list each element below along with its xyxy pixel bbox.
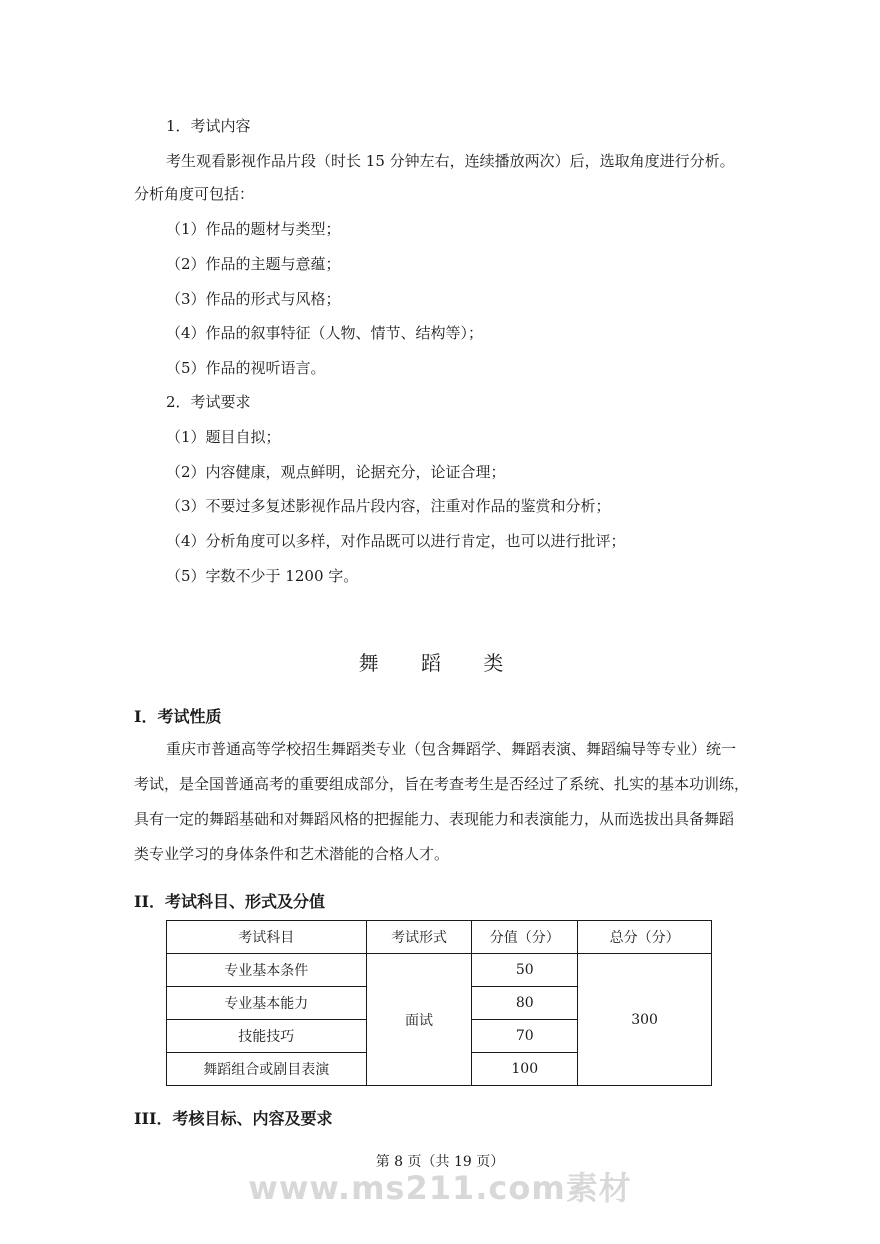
header-form: 考试形式 bbox=[366, 921, 472, 954]
section2-item: （1）题目自拟； bbox=[166, 428, 281, 446]
section1-item: （2）作品的主题与意蕴； bbox=[166, 255, 341, 273]
nature-heading: I．考试性质 bbox=[134, 707, 222, 726]
nature-paragraph-line: 重庆市普通高等学校招生舞蹈类专业（包含舞蹈学、舞蹈表演、舞蹈编导等专业）统一 bbox=[166, 740, 737, 758]
section1-item: （4）作品的叙事特征（人物、情节、结构等）； bbox=[166, 324, 484, 342]
total-cell: 300 bbox=[578, 954, 712, 1086]
header-total: 总分（分） bbox=[578, 921, 712, 954]
score-cell: 80 bbox=[472, 987, 578, 1020]
section1-item: （5）作品的视听语言。 bbox=[166, 359, 326, 377]
section2-heading: 2．考试要求 bbox=[166, 393, 251, 411]
section2-item: （4）分析角度可以多样，对作品既可以进行肯定，也可以进行批评； bbox=[166, 532, 626, 550]
nature-paragraph-line: 考试，是全国普通高考的重要组成部分，旨在考查考生是否经过了系统、扎实的基本功训练， bbox=[134, 775, 750, 793]
score-cell: 70 bbox=[472, 1020, 578, 1053]
section1-heading: 1．考试内容 bbox=[166, 117, 251, 135]
section2-item: （2）内容健康，观点鲜明，论据充分，论证合理； bbox=[166, 463, 506, 481]
score-cell: 50 bbox=[472, 954, 578, 987]
score-cell: 100 bbox=[472, 1053, 578, 1086]
subject-cell: 舞蹈组合或剧目表演 bbox=[167, 1053, 367, 1086]
section1-item: （1）作品的题材与类型； bbox=[166, 220, 341, 238]
header-subject: 考试科目 bbox=[167, 921, 367, 954]
exam-subjects-table bbox=[166, 920, 712, 1086]
section1-item: （3）作品的形式与风格； bbox=[166, 290, 341, 308]
section1-intro-line2: 分析角度可包括： bbox=[134, 185, 255, 203]
section2-item: （5）字数不少于 1200 字。 bbox=[166, 567, 359, 585]
goals-heading: III．考核目标、内容及要求 bbox=[134, 1109, 333, 1128]
table-header-row bbox=[167, 921, 712, 954]
subject-cell: 专业基本条件 bbox=[167, 954, 367, 987]
section1-intro-line1: 考生观看影视作品片段（时长 15 分钟左右，连续播放两次）后，选取角度进行分析。 bbox=[166, 152, 735, 170]
form-cell: 面试 bbox=[366, 954, 472, 1086]
dance-section-title: 舞 蹈 类 bbox=[358, 651, 522, 675]
section2-item: （3）不要过多复述影视作品片段内容，注重对作品的鉴赏和分析； bbox=[166, 497, 611, 515]
page-footer: 第 8 页（共 19 页） bbox=[375, 1154, 505, 1170]
subjects-heading: II．考试科目、形式及分值 bbox=[134, 892, 325, 911]
watermark: www.ms211.com素材 bbox=[248, 1169, 632, 1207]
header-score: 分值（分） bbox=[472, 921, 578, 954]
nature-paragraph-line: 具有一定的舞蹈基础和对舞蹈风格的把握能力、表现能力和表演能力，从而选拔出具备舞蹈 bbox=[134, 810, 735, 828]
subject-cell: 专业基本能力 bbox=[167, 987, 367, 1020]
subject-cell: 技能技巧 bbox=[167, 1020, 367, 1053]
nature-paragraph-line: 类专业学习的身体条件和艺术潜能的合格人才。 bbox=[134, 845, 450, 863]
table-row bbox=[167, 954, 712, 987]
